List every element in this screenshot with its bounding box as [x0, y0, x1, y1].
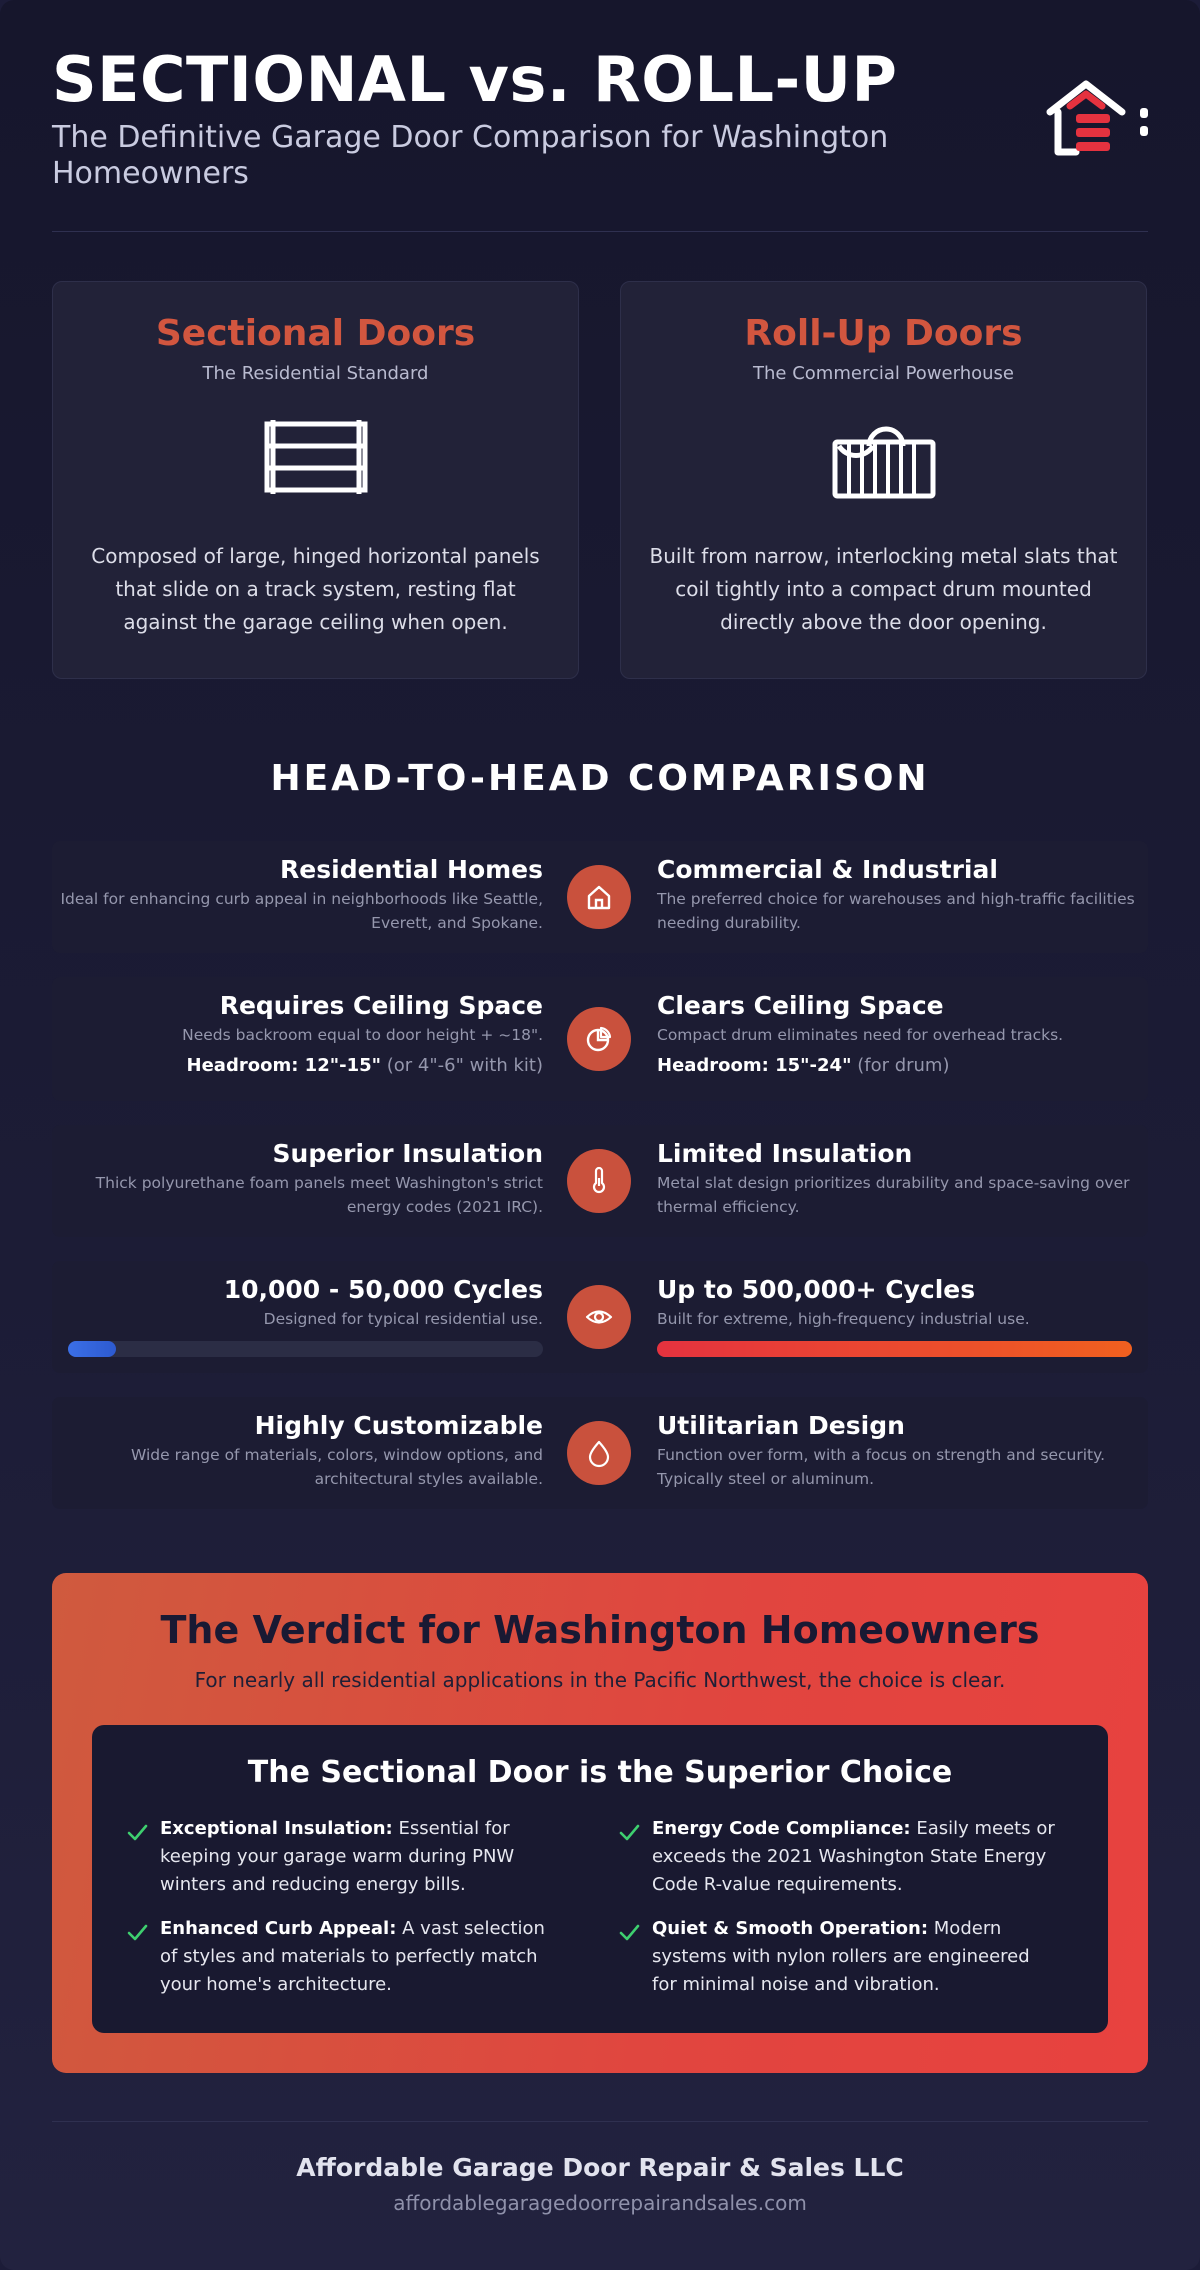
residential-cycles-bar-fill [68, 1341, 116, 1357]
company-name: Affordable Garage Door Repair & Sales LLC [296, 2153, 904, 2182]
company-url[interactable]: affordablegaragedoorrepairandsales.com [393, 2191, 807, 2215]
row-right [657, 977, 1137, 1078]
row-left-title: 10,000 - 50,000 Cycles [223, 1275, 543, 1304]
comparison-row-design [52, 1397, 1148, 1509]
headroom-label: Headroom: 15"-24" [657, 1055, 852, 1076]
row-right-desc: Metal slat design prioritizes durability and space-saving over thermal efficiency. [657, 1174, 1130, 1216]
house-icon [567, 865, 631, 929]
verdict-subtitle: For nearly all residential applications in the Pacific Northwest, the choice is clear. [194, 1668, 1006, 1692]
row-right [657, 1125, 1137, 1219]
footer-divider [52, 2121, 1148, 2122]
row-right [657, 1397, 1137, 1491]
residential-cycles-bar [68, 1341, 543, 1357]
sectional-door-icon [261, 416, 371, 506]
header [52, 44, 1148, 234]
card-description: Composed of large, hinged horizontal panels that slide on a track system, resting flat against the garage ceiling when open. [91, 544, 540, 634]
row-left-desc: Thick polyurethane foam panels meet Washington's strict energy codes (2021 IRC). [95, 1174, 543, 1216]
row-right-title: Clears Ceiling Space [657, 991, 944, 1020]
commercial-cycles-bar [657, 1341, 1132, 1357]
headroom-spec [657, 1054, 1137, 1078]
sectional-card [52, 281, 579, 679]
card-title: Sectional Doors [155, 313, 476, 354]
verdict-point-label: Enhanced Curb Appeal: [160, 1918, 397, 1939]
house-garage-logo-icon [1036, 78, 1148, 160]
row-left-desc: Ideal for enhancing curb appeal in neighborhoods like Seattle, Everett, and Spokane. [60, 890, 543, 932]
comparison-heading: HEAD-TO-HEAD COMPARISON [270, 758, 930, 799]
row-left-title: Superior Insulation [272, 1139, 543, 1168]
row-right-title: Commercial & Industrial [657, 855, 998, 884]
verdict-title: The Verdict for Washington Homeowners [160, 1608, 1040, 1652]
comparison-row-ceiling [52, 977, 1148, 1101]
card-tagline: The Commercial Powerhouse [753, 363, 1014, 384]
check-icon [126, 1921, 148, 1943]
row-right-title: Limited Insulation [657, 1139, 913, 1168]
verdict-point-label: Quiet & Smooth Operation: [652, 1918, 929, 1939]
page-title: SECTIONAL vs. ROLL-UP [52, 43, 898, 116]
verdict-point-text: Easily meets or exceeds the 2021 Washington State Energy Code R-value requirements. [652, 1818, 1055, 1895]
card-description: Built from narrow, interlocking metal slats that coil tightly into a compact drum mounted directly above the door opening. [649, 544, 1118, 634]
row-left-title: Residential Homes [280, 855, 543, 884]
row-left [52, 1261, 543, 1331]
comparison-row-market [52, 841, 1148, 953]
row-left-title: Requires Ceiling Space [219, 991, 543, 1020]
verdict-point-label: Exceptional Insulation: [160, 1818, 393, 1839]
page-subtitle: The Definitive Garage Door Comparison for Washington Homeowners [52, 120, 889, 191]
verdict-point [618, 1915, 1058, 1999]
check-icon [618, 1821, 640, 1843]
pie-chart-icon [567, 1007, 631, 1071]
verdict-point-label: Energy Code Compliance: [652, 1818, 911, 1839]
row-left [52, 1397, 543, 1491]
check-icon [126, 1821, 148, 1843]
verdict-point-text: A vast selection of styles and materials to perfectly match your home's architecture. [160, 1918, 545, 1995]
row-right-title: Up to 500,000+ Cycles [657, 1275, 976, 1304]
headroom-note: (or 4"-6" with kit) [386, 1055, 543, 1076]
verdict-box [92, 1725, 1108, 2033]
card-title: Roll-Up Doors [744, 313, 1023, 354]
verdict-point-text: Modern systems with nylon rollers are engineered for minimal noise and vibration. [652, 1918, 1030, 1995]
roll-up-card [620, 281, 1147, 679]
verdict-point [126, 1915, 566, 1999]
row-left [52, 977, 543, 1078]
headroom-label: Headroom: 12"-15" [186, 1055, 381, 1076]
row-left [52, 1125, 543, 1219]
verdict-panel [52, 1573, 1148, 2073]
commercial-cycles-bar-fill [657, 1341, 1132, 1357]
comparison-row-insulation [52, 1125, 1148, 1237]
row-right-desc: The preferred choice for warehouses and high-traffic facilities needing durability. [657, 890, 1135, 932]
droplet-icon [567, 1421, 631, 1485]
verdict-point-text: Essential for keeping your garage warm during PNW winters and reducing energy bills. [160, 1818, 515, 1895]
row-left-desc: Designed for typical residential use. [263, 1310, 543, 1328]
verdict-box-title: The Sectional Door is the Superior Choice [247, 1755, 953, 1790]
row-right-desc: Function over form, with a focus on strength and security. Typically steel or aluminum. [657, 1446, 1106, 1488]
check-icon [618, 1921, 640, 1943]
row-right-desc: Compact drum eliminates need for overhead tracks. [657, 1026, 1064, 1044]
eye-icon [567, 1285, 631, 1349]
headroom-spec [52, 1054, 543, 1078]
thermometer-icon [567, 1149, 631, 1213]
row-left-desc: Needs backroom equal to door height + ~18". [182, 1026, 543, 1044]
card-tagline: The Residential Standard [202, 363, 429, 384]
headroom-note: (for drum) [857, 1055, 950, 1076]
row-right [657, 841, 1137, 935]
row-right [657, 1261, 1137, 1331]
row-left-title: Highly Customizable [254, 1411, 543, 1440]
row-left-desc: Wide range of materials, colors, window options, and architectural styles available. [130, 1446, 543, 1488]
verdict-point [618, 1815, 1058, 1899]
roll-up-door-icon [829, 416, 939, 506]
row-left [52, 841, 543, 935]
row-right-title: Utilitarian Design [657, 1411, 905, 1440]
comparison-row-cycles [52, 1261, 1148, 1373]
row-right-desc: Built for extreme, high-frequency industrial use. [657, 1310, 1030, 1328]
verdict-point [126, 1815, 566, 1899]
header-divider [52, 231, 1148, 232]
